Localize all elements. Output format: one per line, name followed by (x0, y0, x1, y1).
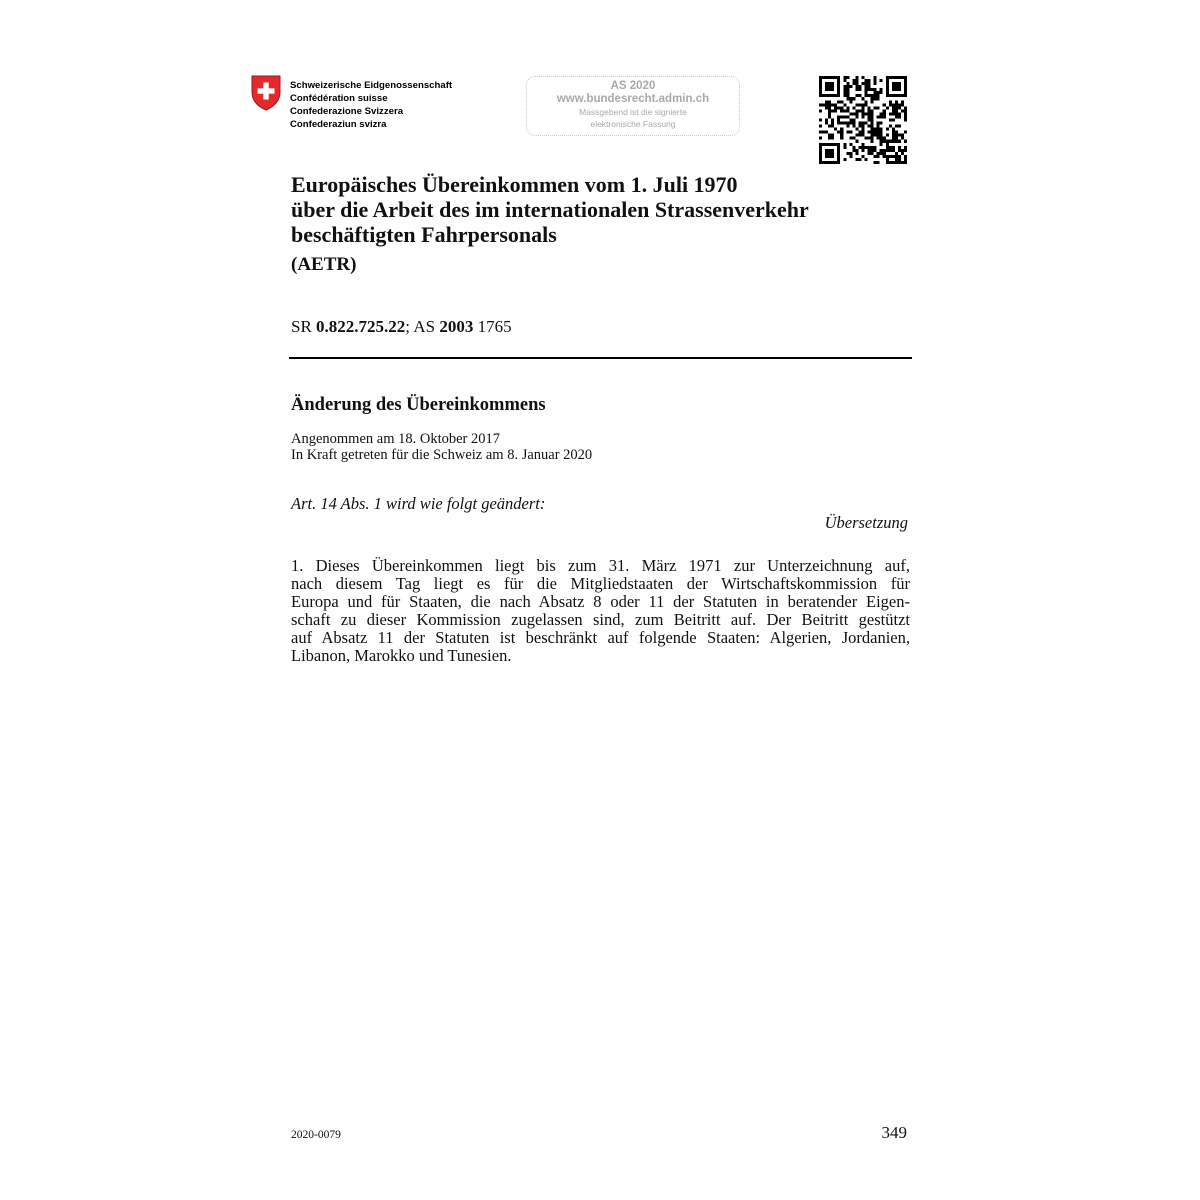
change-note: Art. 14 Abs. 1 wird wie folgt geändert: (291, 494, 546, 513)
paragraph-line: auf Absatz 11 der Statuten ist beschränkt auf folgende Staaten: Algerien, Jordanien, (291, 628, 910, 647)
title-line-1: Europäisches Übereinkommen vom 1. Juli 1970 (291, 172, 738, 197)
stamp-website: www.bundesrecht.admin.ch (556, 93, 710, 105)
adopted-date: Angenommen am 18. Oktober 2017 (291, 431, 501, 447)
qr-code-icon (819, 76, 907, 164)
title-abbreviation: (AETR) (291, 254, 357, 275)
reference-line (291, 317, 512, 337)
confederation-names (290, 79, 452, 131)
in-force-date: In Kraft getreten für die Schweiz am 8. Januar 2020 (291, 446, 593, 463)
as-year: 2003 (439, 317, 474, 336)
title-line-2: über die Arbeit des im internationalen Strassenverkehr (291, 197, 809, 222)
as-page: 1765 (473, 317, 512, 336)
confederation-name-fr: Confédération suisse (290, 93, 388, 104)
swiss-coat-of-arms-icon (251, 75, 281, 111)
as-prefix: ; AS (405, 317, 440, 336)
official-collection-stamp (526, 76, 740, 136)
section-dates (291, 432, 592, 463)
amendment-paragraph (291, 557, 910, 665)
document-title (291, 172, 809, 247)
stamp-collection: AS 2020 (610, 80, 656, 92)
page-number: 349 (881, 1123, 907, 1142)
stamp-note-line2: elektronische Fassung (590, 119, 676, 129)
sr-number: 0.822.725.22 (316, 317, 406, 336)
title-line-3: beschäftigten Fahrpersonals (291, 222, 557, 247)
divider (289, 357, 912, 359)
stamp-note-line1: Massgebend ist die signierte (579, 107, 687, 117)
translation-note: Übersetzung (824, 513, 908, 532)
sr-prefix: SR (291, 317, 317, 336)
paragraph-line: schaft zu dieser Kommission zugelassen sind, zum Beitritt auf. Der Beitritt gestützt (291, 610, 910, 629)
paragraph-line: 1. Dieses Übereinkommen liegt bis zum 31. März 1971 zur Unterzeichnung auf, (291, 556, 910, 575)
paragraph-line: nach diesem Tag liegt es für die Mitgliedstaaten der Wirtschaftskommission für (291, 574, 910, 593)
section-heading: Änderung des Übereinkommens (291, 395, 546, 415)
confederation-name-it: Confederazione Svizzera (290, 106, 404, 117)
paragraph-line: Europa und für Staaten, die nach Absatz 8 oder 11 der Statuten in beratender Eigen- (291, 592, 910, 611)
confederation-name-de: Schweizerische Eidgenossenschaft (290, 80, 453, 91)
confederation-name-rm: Confederaziun svizra (290, 119, 387, 130)
paragraph-line: Libanon, Marokko und Tunesien. (291, 646, 512, 665)
document-number: 2020-0079 (291, 1129, 341, 1141)
